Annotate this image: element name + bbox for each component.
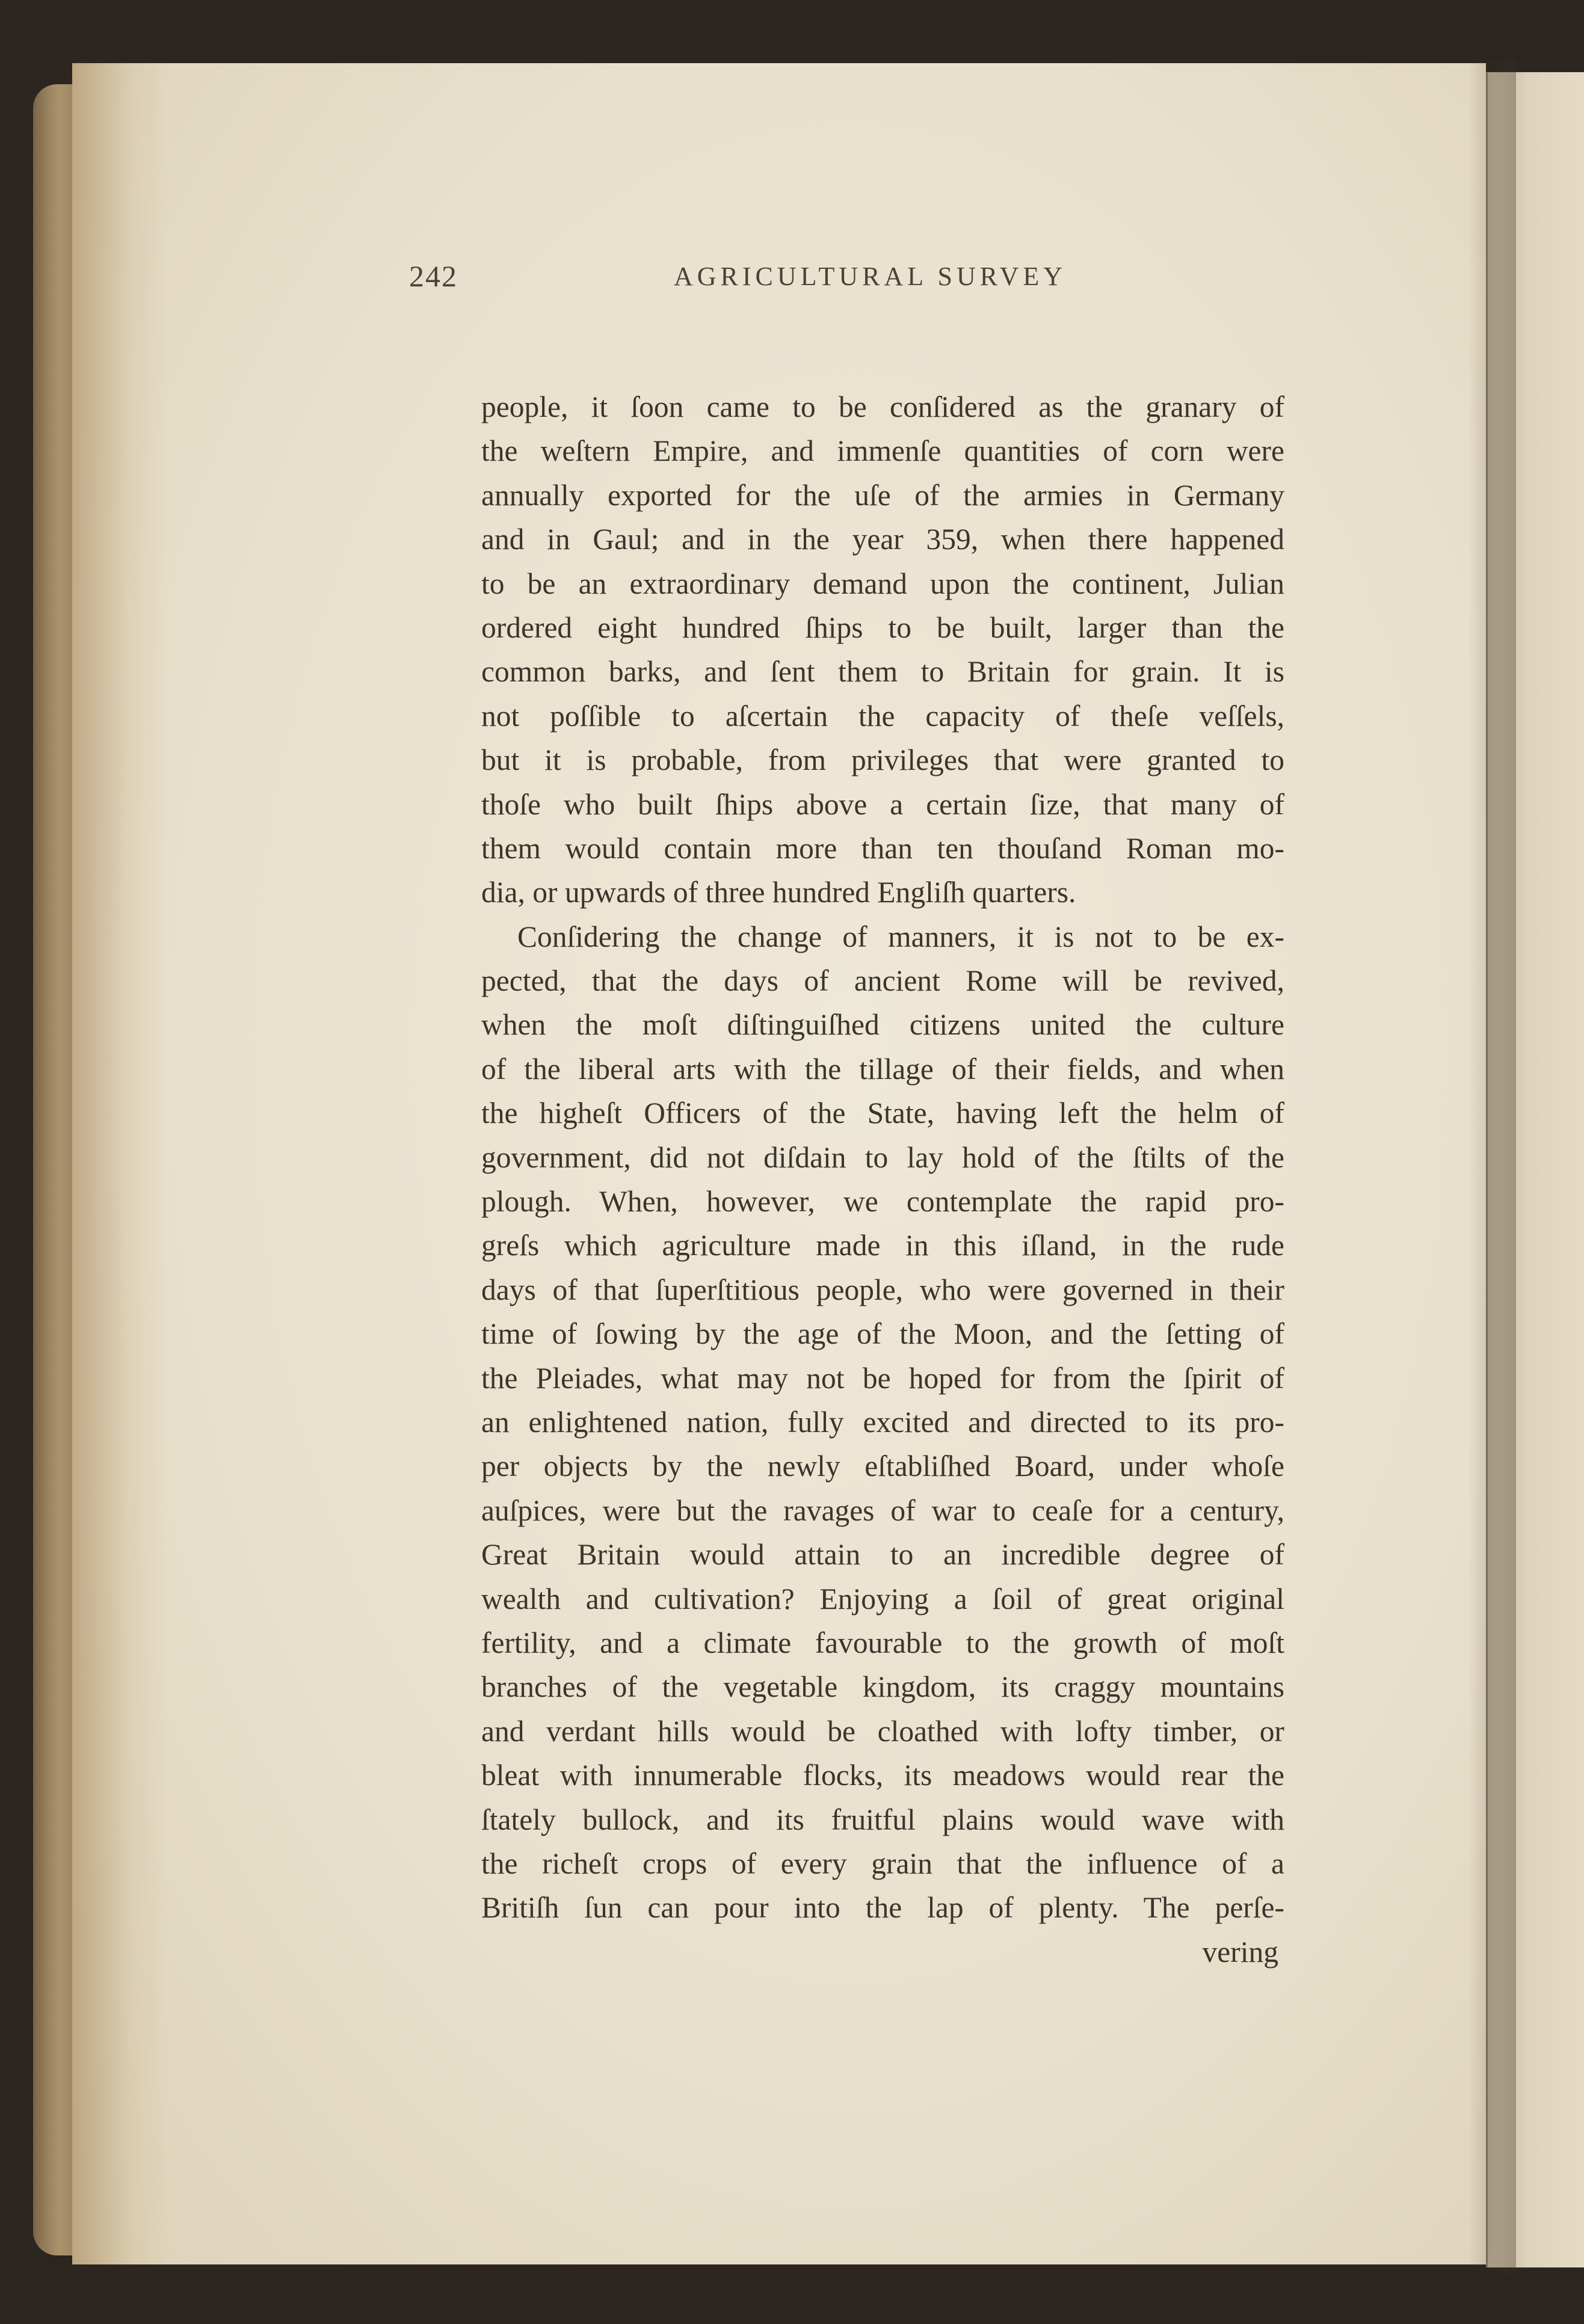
text-line: an enlightened nation, fully excited and directed to its pro- xyxy=(481,1405,1284,1439)
text-line: time of ſowing by the age of the Moon, and the ſetting of xyxy=(481,1317,1284,1351)
text-line: bleat with innumerable flocks, its meadows would rear the xyxy=(481,1759,1284,1792)
text-line: to be an extraordinary demand upon the continent, Julian xyxy=(481,567,1284,600)
text-line: the Pleiades, what may not be hoped for from the ſpirit of xyxy=(481,1361,1284,1395)
text-line: Britiſh ſun can pour into the lap of plenty. The perſe- xyxy=(481,1891,1284,1925)
text-line: plough. When, however, we contemplate the rapid pro- xyxy=(481,1185,1284,1219)
running-title: AGRICULTURAL SURVEY xyxy=(674,262,1067,291)
text-line: people, it ſoon came to be conſidered as the granary of xyxy=(481,390,1284,423)
text-line: pected, that the days of ancient Rome will be revived, xyxy=(481,964,1284,998)
text-line: wealth and cultivation? Enjoying a ſoil of great original xyxy=(481,1582,1284,1615)
text-line: per objects by the newly eſtabliſhed Board, under whoſe xyxy=(481,1449,1284,1483)
text-line: the richeſt crops of every grain that the influence of a xyxy=(481,1846,1284,1880)
text-line: ordered eight hundred ſhips to be built, larger than the xyxy=(481,610,1284,644)
text-line: the weſtern Empire, and immenſe quantities of corn were xyxy=(481,434,1284,468)
gutter-shadow xyxy=(1468,60,1516,2273)
text-line: fertility, and a climate favourable to the growth of moſt xyxy=(481,1626,1284,1659)
text-line: days of that ſuperſtitious people, who were governed in their xyxy=(481,1273,1284,1306)
text-line: government, did not diſdain to lay hold of the ſtilts of the xyxy=(481,1140,1284,1174)
text-line: common barks, and ſent them to Britain for grain. It is xyxy=(481,655,1284,689)
text-line: dia, or upwards of three hundred Engliſh quarters. xyxy=(481,876,1076,909)
page-edge-stain xyxy=(72,63,168,2264)
text-line: of the liberal arts with the tillage of their fields, and when xyxy=(481,1052,1284,1086)
text-line: auſpices, were but the ravages of war to ceaſe for a century, xyxy=(481,1493,1284,1527)
text-line: and verdant hills would be cloathed with lofty timber, or xyxy=(481,1714,1284,1748)
running-head xyxy=(409,259,1299,319)
text-line: thoſe who built ſhips above a certain ſize, that many of xyxy=(481,787,1284,821)
catchword: vering xyxy=(1202,1935,1278,1969)
text-line: the higheſt Officers of the State, having left the helm of xyxy=(481,1096,1284,1130)
text-line: when the moſt diſtinguiſhed citizens united the culture xyxy=(481,1008,1284,1042)
text-line: greſs which agriculture made in this iſland, in the rude xyxy=(481,1229,1284,1262)
paragraph-1 xyxy=(481,385,1284,915)
page-number: 242 xyxy=(409,259,458,293)
text-line: but it is probable, from privileges that were granted to xyxy=(481,743,1284,777)
text-line: branches of the vegetable kingdom, its craggy mountains xyxy=(481,1670,1284,1704)
paragraph-2 xyxy=(481,915,1284,1930)
body-text xyxy=(481,385,1284,1974)
text-line: not poſſible to aſcertain the capacity of theſe veſſels, xyxy=(481,699,1284,733)
text-line: Conſidering the change of manners, it is not to be ex- xyxy=(517,920,1284,953)
catchword-line xyxy=(481,1930,1284,1974)
text-line: annually exported for the uſe of the armies in Germany xyxy=(481,478,1284,512)
text-line: Great Britain would attain to an incredible degree of xyxy=(481,1538,1284,1572)
text-line: them would contain more than ten thouſand Roman mo- xyxy=(481,831,1284,865)
text-line: ſtately bullock, and its fruitful plains would wave with xyxy=(481,1803,1284,1836)
text-line: and in Gaul; and in the year 359, when there happened xyxy=(481,523,1284,556)
